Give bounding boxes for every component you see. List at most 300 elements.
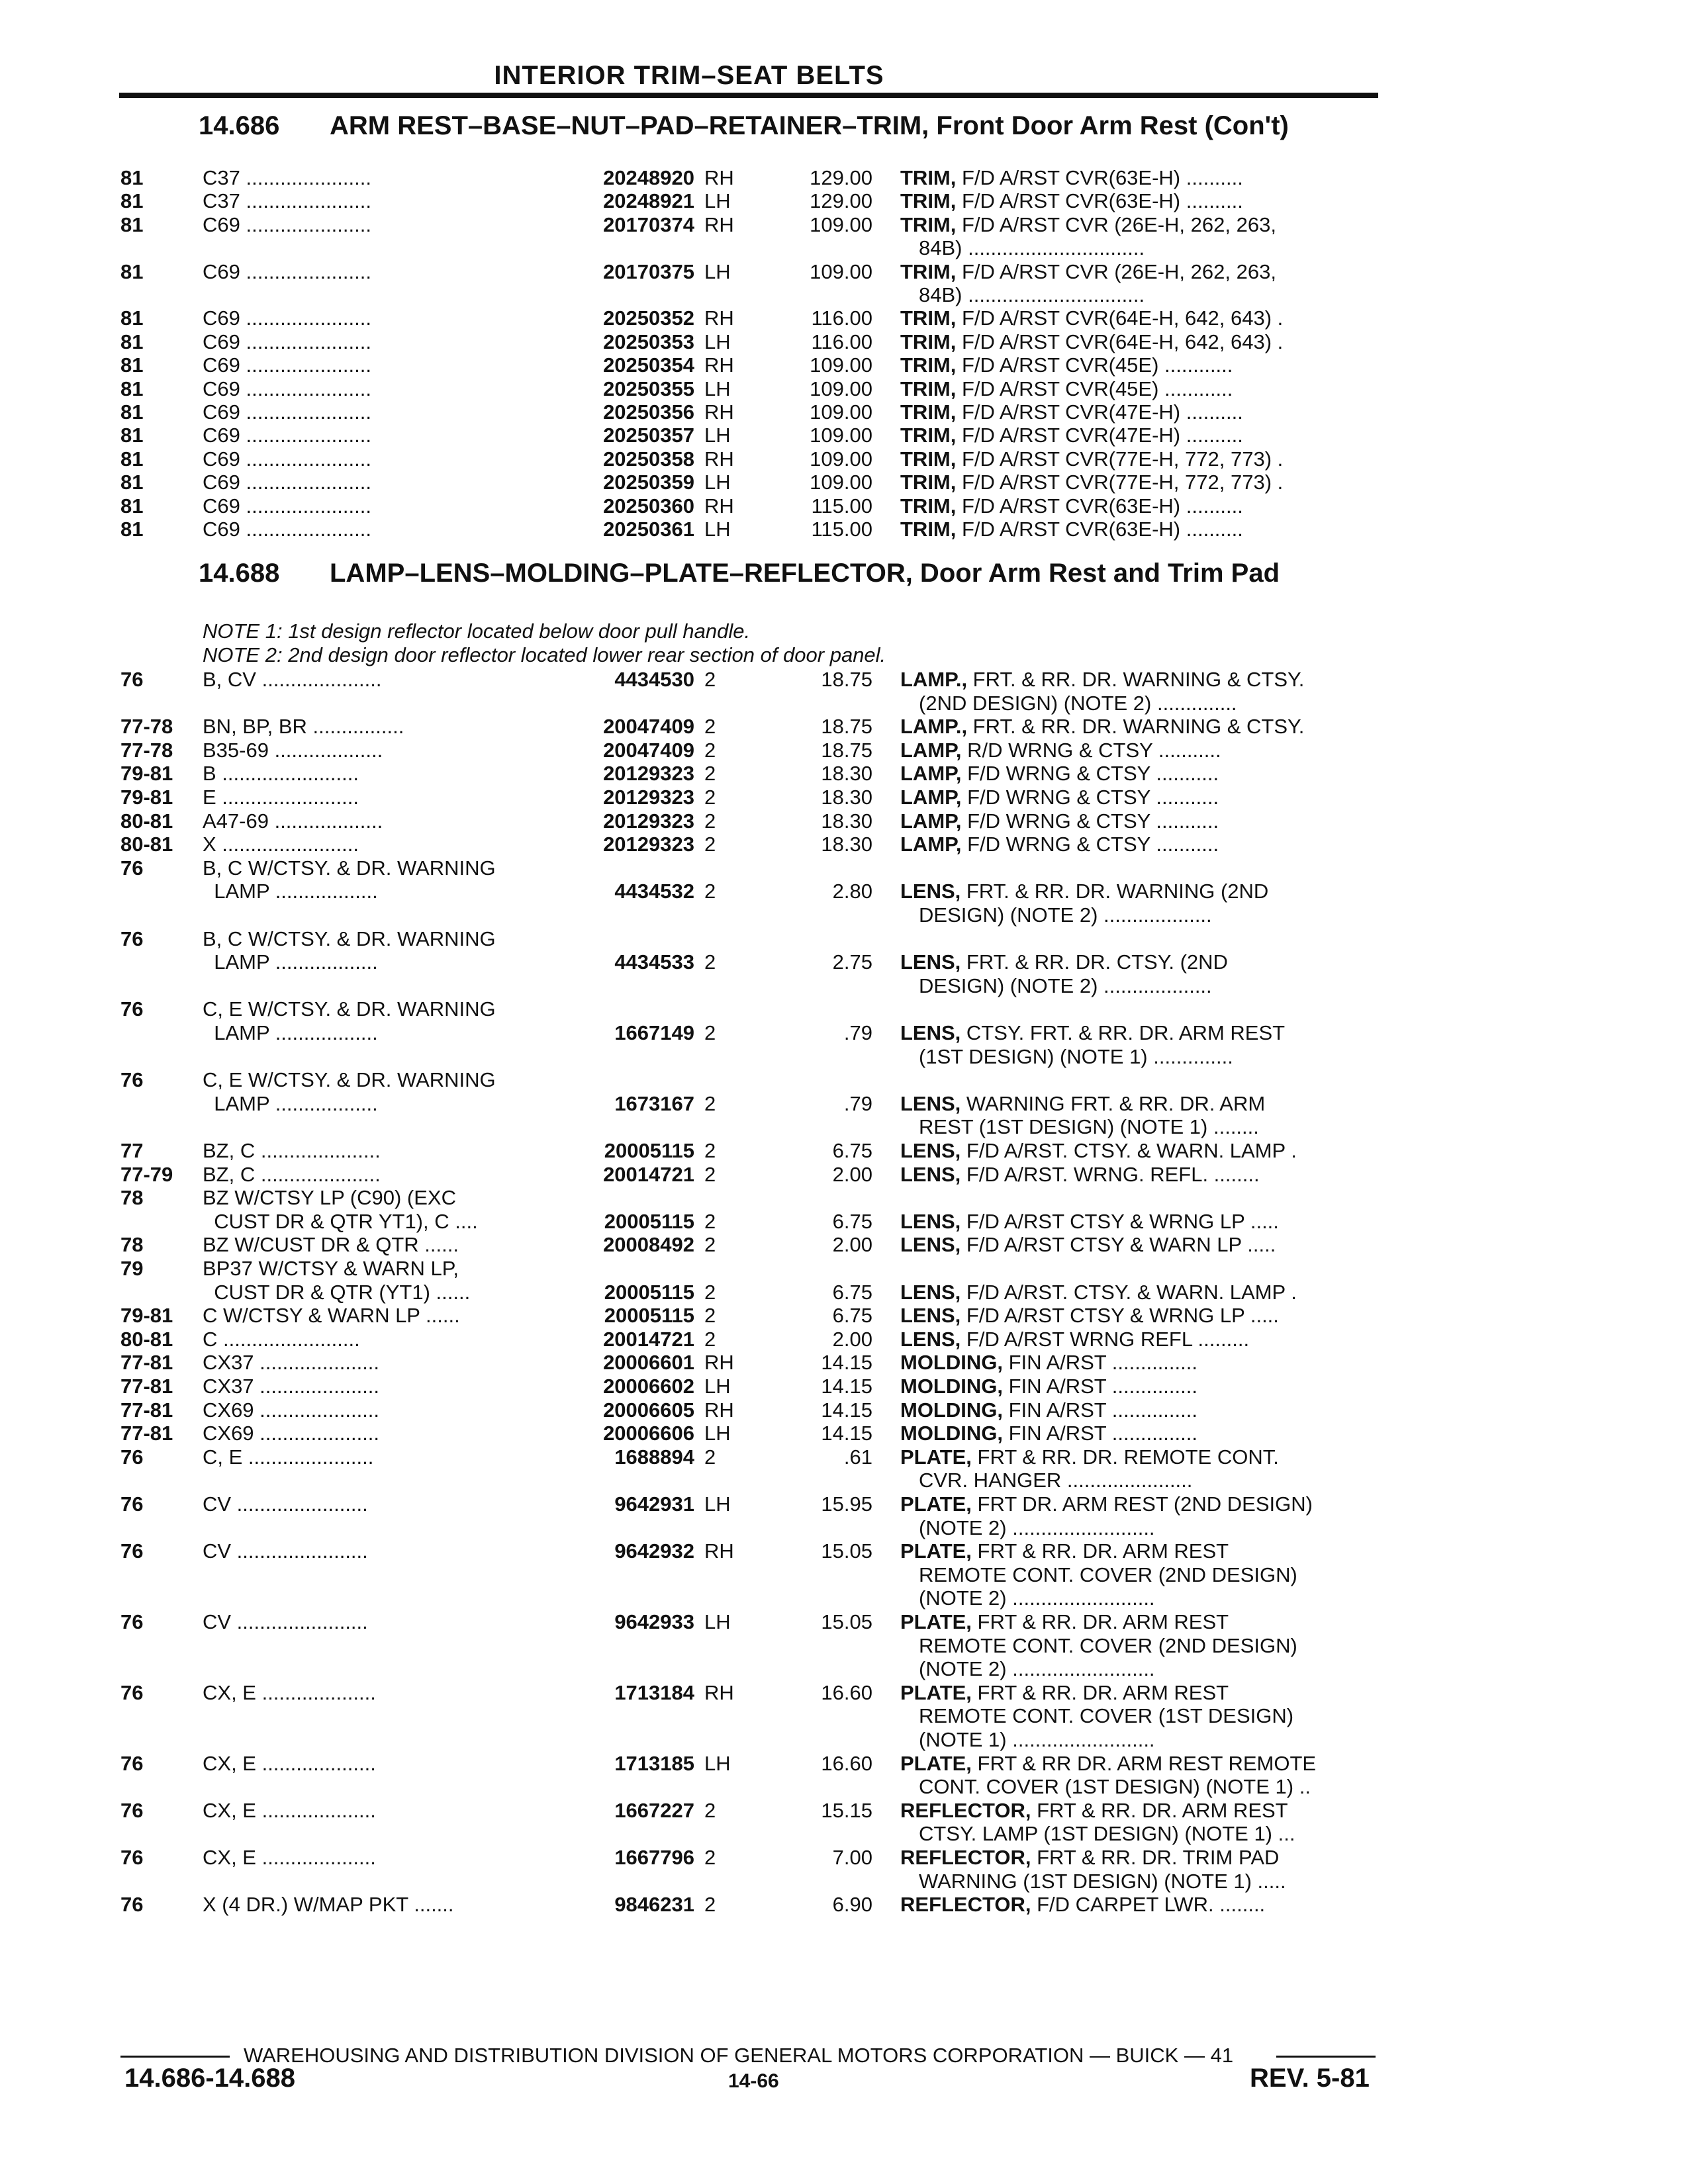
part-name-bold: PLATE,	[900, 1445, 972, 1469]
part-name	[900, 1892, 1383, 1917]
quantity: RH	[704, 1351, 734, 1375]
part-name-bold: MOLDING,	[900, 1398, 1003, 1422]
part-name-bold: REFLECTOR,	[900, 1846, 1031, 1869]
quantity: 2	[704, 1021, 716, 1044]
model-years: 76	[120, 1893, 144, 1917]
application-description: E ........................	[203, 786, 359, 809]
part-number: 20170374	[603, 212, 694, 236]
model-years: 81	[120, 518, 144, 541]
price: 6.75	[832, 1209, 872, 1233]
price: 15.05	[821, 1539, 872, 1563]
part-name-bold: TRIM,	[900, 377, 957, 400]
quantity: LH	[704, 259, 731, 283]
part-name-text: FIN A/RST ...............	[1003, 1375, 1197, 1398]
price: .79	[843, 1021, 872, 1044]
price: 7.00	[832, 1846, 872, 1869]
part-name	[900, 1445, 1383, 1469]
price: 15.95	[821, 1492, 872, 1516]
section-title: ARM REST–BASE–NUT–PAD–RETAINER–TRIM, Front Door Arm Rest (Con't)	[330, 111, 1289, 140]
application-description: CX, E ....................	[203, 1798, 376, 1822]
part-name-text: FRT & RR. DR. ARM REST	[971, 1539, 1229, 1563]
part-name-text: F/D WRNG & CTSY ...........	[961, 809, 1219, 833]
model-years: 81	[120, 259, 144, 283]
price: 18.75	[821, 738, 872, 762]
model-years: 80-81	[120, 809, 173, 833]
part-name-text: F/D WRNG & CTSY ...........	[961, 762, 1219, 786]
part-name-text: FRT. & RR. DR. WARNING (2ND	[961, 880, 1269, 903]
quantity: 2	[704, 1280, 716, 1304]
model-years: 77-81	[120, 1351, 173, 1375]
part-name-cont: (2ND DESIGN) (NOTE 2) ..............	[919, 691, 1237, 715]
part-name	[900, 517, 1383, 541]
part-name-bold: PLATE,	[900, 1492, 972, 1516]
part-name-text: FRT & RR. DR. ARM REST	[1031, 1798, 1288, 1822]
part-name-cont: REMOTE CONT. COVER (2ND DESIGN)	[919, 1633, 1297, 1657]
part-name-text: F/D A/RST CVR(63E-H) ..........	[956, 189, 1243, 213]
part-name	[900, 1845, 1383, 1870]
part-name	[900, 1232, 1383, 1257]
model-years: 77-81	[120, 1422, 173, 1445]
price: 6.75	[832, 1280, 872, 1304]
part-name	[900, 714, 1383, 739]
price: 115.00	[811, 494, 872, 518]
application-description: X ........................	[203, 833, 359, 856]
part-name	[900, 330, 1383, 354]
model-years: 77	[120, 1139, 144, 1162]
part-number: 20129323	[603, 809, 694, 833]
part-name-text: FRT & RR DR. ARM REST REMOTE	[971, 1751, 1317, 1775]
price: .61	[843, 1445, 872, 1469]
part-name	[900, 1398, 1383, 1422]
quantity: 2	[704, 880, 716, 903]
part-name-text: F/D A/RST CVR(77E-H, 772, 773) .	[956, 447, 1284, 471]
price: 115.00	[811, 518, 872, 541]
model-years: 77-78	[120, 738, 173, 762]
section-number: 14.686	[199, 111, 280, 140]
price: 18.75	[821, 668, 872, 691]
quantity: 2	[704, 809, 716, 833]
part-name	[900, 1610, 1383, 1634]
part-name-bold: TRIM,	[900, 212, 957, 236]
quantity: LH	[704, 518, 731, 541]
part-number: 1673167	[614, 1091, 694, 1115]
price: 18.30	[821, 786, 872, 809]
part-name-bold: TRIM,	[900, 166, 957, 189]
quantity: LH	[704, 189, 731, 213]
part-name-cont: 84B) ...............................	[919, 283, 1145, 306]
part-name	[900, 259, 1383, 284]
part-name	[900, 832, 1383, 856]
price: 2.80	[832, 880, 872, 903]
application-description: CX37 .....................	[203, 1351, 380, 1375]
model-years: 81	[120, 189, 144, 213]
application-description: C69 ......................	[203, 377, 371, 400]
part-name-bold: LENS,	[900, 1327, 961, 1351]
quantity: 2	[704, 1445, 716, 1469]
part-name-text: FRT & RR. DR. REMOTE CONT.	[971, 1445, 1279, 1469]
application-description: C W/CTSY & WARN LP ......	[203, 1304, 460, 1328]
part-name-text: F/D A/RST CTSY & WRNG LP .....	[961, 1209, 1279, 1233]
price: 18.75	[821, 715, 872, 739]
part-name-text: R/D WRNG & CTSY ...........	[961, 738, 1221, 762]
model-years: 76	[120, 668, 144, 691]
model-years: 76	[120, 1751, 144, 1775]
part-name	[900, 1539, 1383, 1563]
part-number: 20005115	[604, 1139, 694, 1162]
quantity: 2	[704, 762, 716, 786]
application-description: CX69 .....................	[203, 1398, 380, 1422]
part-name-text: F/D WRNG & CTSY ...........	[961, 833, 1219, 856]
part-name-bold: LENS,	[900, 950, 961, 974]
part-name	[900, 1680, 1383, 1705]
model-years: 76	[120, 1680, 144, 1704]
part-number: 20129323	[603, 833, 694, 856]
part-name-bold: LENS,	[900, 1021, 961, 1044]
note-1: NOTE 1: 1st design reflector located below door pull handle.	[203, 619, 751, 643]
part-name	[900, 950, 1383, 974]
footer-section-range: 14.686-14.688	[124, 2064, 296, 2093]
part-name-bold: LENS,	[900, 880, 961, 903]
part-number: 20248920	[603, 166, 694, 189]
application-description: BN, BP, BR ................	[203, 715, 404, 739]
application-description-cont: LAMP ..................	[203, 880, 378, 903]
application-description: C, E ......................	[203, 1445, 374, 1469]
part-name	[900, 667, 1383, 692]
model-years: 76	[120, 1539, 144, 1563]
application-description-cont: LAMP ..................	[203, 950, 378, 974]
application-description-cont: LAMP ..................	[203, 1021, 378, 1044]
price: 18.30	[821, 809, 872, 833]
model-years: 81	[120, 212, 144, 236]
part-number: 20250356	[603, 400, 694, 424]
part-name-text: F/D A/RST CVR (26E-H, 262, 263,	[956, 212, 1276, 236]
part-name-text: CTSY. FRT. & RR. DR. ARM REST	[961, 1021, 1286, 1044]
quantity: RH	[704, 400, 734, 424]
part-name-text: F/D A/RST CVR(77E-H, 772, 773) .	[956, 471, 1284, 494]
footer-revision: REV. 5-81	[1250, 2064, 1370, 2093]
price: 2.00	[832, 1162, 872, 1186]
model-years: 77-79	[120, 1162, 173, 1186]
part-name-bold: TRIM,	[900, 259, 957, 283]
quantity: RH	[704, 166, 734, 189]
part-name	[900, 1303, 1383, 1328]
part-name-text: F/D A/RST CTSY & WARN LP .....	[961, 1233, 1276, 1257]
part-name-text: FIN A/RST ...............	[1003, 1351, 1197, 1375]
model-years: 76	[120, 1492, 144, 1516]
part-number: 20047409	[603, 715, 694, 739]
application-description: CV .......................	[203, 1492, 368, 1516]
price: 16.60	[821, 1751, 872, 1775]
part-number: 20129323	[603, 786, 694, 809]
part-number: 20250357	[603, 424, 694, 447]
part-name-bold: REFLECTOR,	[900, 1798, 1031, 1822]
part-number: 20047409	[603, 738, 694, 762]
part-name-cont: CONT. COVER (1ST DESIGN) (NOTE 1) ..	[919, 1775, 1311, 1799]
model-years: 76	[120, 1068, 144, 1092]
model-years: 78	[120, 1233, 144, 1257]
quantity: RH	[704, 1539, 734, 1563]
part-name-bold: TRIM,	[900, 353, 957, 377]
application-description: B, C W/CTSY. & DR. WARNING	[203, 927, 496, 950]
part-number: 20250358	[603, 447, 694, 471]
part-name-bold: LENS,	[900, 1091, 961, 1115]
quantity: 2	[704, 738, 716, 762]
part-name-cont: (NOTE 1) .........................	[919, 1728, 1155, 1751]
part-name	[900, 1327, 1383, 1351]
quantity: 2	[704, 1893, 716, 1917]
section-number: 14.688	[199, 559, 280, 588]
model-years: 79-81	[120, 762, 173, 786]
price: 129.00	[810, 166, 872, 189]
application-description: C69 ......................	[203, 424, 371, 447]
part-name-text: F/D A/RST CTSY & WRNG LP .....	[961, 1304, 1279, 1328]
quantity: LH	[704, 1492, 731, 1516]
note-2: NOTE 2: 2nd design door reflector located lower rear section of door panel.	[203, 643, 886, 666]
price: .79	[843, 1091, 872, 1115]
part-name-bold: REFLECTOR,	[900, 1893, 1031, 1917]
part-name-text: FIN A/RST ...............	[1003, 1422, 1197, 1445]
part-name-text: F/D A/RST CVR(45E) ............	[956, 353, 1233, 377]
quantity: 2	[704, 950, 716, 974]
part-name-bold: PLATE,	[900, 1751, 972, 1775]
quantity: LH	[704, 1610, 731, 1633]
application-description: C69 ......................	[203, 212, 371, 236]
part-name	[900, 1492, 1383, 1516]
quantity: 2	[704, 1327, 716, 1351]
quantity: 2	[704, 1846, 716, 1869]
part-name-text: F/D A/RST CVR(47E-H) ..........	[956, 424, 1243, 447]
part-name-bold: TRIM,	[900, 400, 957, 424]
part-name-cont: 84B) ...............................	[919, 236, 1145, 260]
part-name-bold: LENS,	[900, 1280, 961, 1304]
part-number: 20006606	[603, 1422, 694, 1445]
part-number: 20008492	[603, 1233, 694, 1257]
part-number: 20014721	[603, 1327, 694, 1351]
part-name	[900, 809, 1383, 833]
quantity: 2	[704, 1162, 716, 1186]
part-name-text: F/D CARPET LWR. ........	[1031, 1893, 1266, 1917]
part-name-bold: PLATE,	[900, 1539, 972, 1563]
footer-rule-left	[120, 2056, 230, 2058]
part-name	[900, 377, 1383, 401]
part-name	[900, 353, 1383, 377]
price: 109.00	[810, 400, 872, 424]
part-name-cont: CTSY. LAMP (1ST DESIGN) (NOTE 1) ...	[919, 1822, 1295, 1846]
quantity: LH	[704, 1375, 731, 1398]
part-name-cont: WARNING (1ST DESIGN) (NOTE 1) .....	[919, 1869, 1286, 1893]
part-name	[900, 1162, 1383, 1187]
part-number: 20006605	[603, 1398, 694, 1422]
part-name-bold: LENS,	[900, 1139, 961, 1162]
price: 2.00	[832, 1233, 872, 1257]
application-description: CX, E ....................	[203, 1680, 376, 1704]
part-number: 4434533	[614, 950, 694, 974]
footer-rule-right	[1276, 2056, 1376, 2058]
part-name-bold: LENS,	[900, 1209, 961, 1233]
part-name-text: FRT. & RR. DR. WARNING & CTSY.	[967, 668, 1305, 691]
part-name-bold: PLATE,	[900, 1610, 972, 1633]
price: 109.00	[810, 212, 872, 236]
part-name-bold: MOLDING,	[900, 1351, 1003, 1375]
application-description: CX37 .....................	[203, 1375, 380, 1398]
part-name-text: F/D A/RST. WRNG. REFL. ........	[961, 1162, 1260, 1186]
part-number: 20170375	[603, 259, 694, 283]
part-name	[900, 1091, 1383, 1116]
application-description: B ........................	[203, 762, 359, 786]
application-description: C69 ......................	[203, 353, 371, 377]
part-name-cont: CVR. HANGER ......................	[919, 1469, 1193, 1492]
footer-line: WAREHOUSING AND DISTRIBUTION DIVISION OF GENERAL MOTORS CORPORATION — BUICK — 41	[244, 2044, 1234, 2067]
model-years: 78	[120, 1186, 144, 1210]
part-name	[900, 785, 1383, 809]
application-description: BZ W/CUST DR & QTR ......	[203, 1233, 459, 1257]
part-name-bold: TRIM,	[900, 447, 957, 471]
part-name	[900, 761, 1383, 786]
model-years: 76	[120, 1846, 144, 1869]
part-number: 20250359	[603, 471, 694, 494]
price: 2.00	[832, 1327, 872, 1351]
part-name-text: F/D A/RST. CTSY. & WARN. LAMP .	[961, 1280, 1297, 1304]
quantity: 2	[704, 1139, 716, 1162]
part-name-text: F/D A/RST WRNG REFL .........	[961, 1327, 1250, 1351]
application-description-cont: CUST DR & QTR (YT1) ......	[203, 1280, 471, 1304]
quantity: 2	[704, 833, 716, 856]
application-description: CX69 .....................	[203, 1422, 380, 1445]
application-description: CV .......................	[203, 1610, 368, 1633]
part-name-cont: (1ST DESIGN) (NOTE 1) ..............	[919, 1044, 1233, 1068]
quantity: 2	[704, 1233, 716, 1257]
part-number: 20248921	[603, 189, 694, 213]
part-name	[900, 1138, 1383, 1163]
part-name-text: FRT & RR. DR. TRIM PAD	[1031, 1846, 1280, 1869]
part-name-bold: LENS,	[900, 1304, 961, 1328]
part-name-bold: PLATE,	[900, 1680, 972, 1704]
application-description: BZ W/CTSY LP (C90) (EXC	[203, 1186, 456, 1210]
part-number: 1713184	[614, 1680, 694, 1704]
page-title: INTERIOR TRIM–SEAT BELTS	[494, 61, 884, 90]
part-name-text: FRT. & RR. DR. WARNING & CTSY.	[967, 715, 1305, 739]
application-description: C69 ......................	[203, 471, 371, 494]
part-name-text: F/D A/RST CVR (26E-H, 262, 263,	[956, 259, 1276, 283]
part-name-text: F/D A/RST. CTSY. & WARN. LAMP .	[961, 1139, 1297, 1162]
application-description: A47-69 ...................	[203, 809, 383, 833]
part-number: 20250354	[603, 353, 694, 377]
part-name-bold: LAMP.,	[900, 715, 968, 739]
model-years: 76	[120, 1798, 144, 1822]
price: 15.05	[821, 1610, 872, 1633]
application-description: BZ, C .....................	[203, 1162, 381, 1186]
part-name	[900, 423, 1383, 447]
part-name	[900, 1350, 1383, 1375]
part-name	[900, 165, 1383, 190]
model-years: 80-81	[120, 1327, 173, 1351]
price: 6.75	[832, 1139, 872, 1162]
part-name	[900, 738, 1383, 762]
quantity: 2	[704, 1304, 716, 1328]
price: 109.00	[810, 447, 872, 471]
part-number: 1713185	[614, 1751, 694, 1775]
application-description: B35-69 ...................	[203, 738, 383, 762]
part-name-text: FRT. & RR. DR. CTSY. (2ND	[961, 950, 1228, 974]
part-number: 20005115	[604, 1280, 694, 1304]
part-name-bold: TRIM,	[900, 306, 957, 330]
application-description: CX, E ....................	[203, 1751, 376, 1775]
model-years: 81	[120, 330, 144, 353]
quantity: 2	[704, 668, 716, 691]
part-number: 20250360	[603, 494, 694, 518]
price: 14.15	[821, 1422, 872, 1445]
price: 14.15	[821, 1375, 872, 1398]
part-number: 9642932	[614, 1539, 694, 1563]
price: 6.75	[832, 1304, 872, 1328]
part-name-bold: TRIM,	[900, 494, 957, 518]
part-name-cont: (NOTE 2) .........................	[919, 1516, 1155, 1539]
part-number: 20129323	[603, 762, 694, 786]
application-description: C ........................	[203, 1327, 360, 1351]
quantity: RH	[704, 1680, 734, 1704]
model-years: 80-81	[120, 833, 173, 856]
part-name-text: WARNING FRT. & RR. DR. ARM	[961, 1091, 1266, 1115]
part-number: 1667149	[614, 1021, 694, 1044]
part-number: 20006602	[603, 1375, 694, 1398]
price: 109.00	[810, 259, 872, 283]
part-number: 1688894	[614, 1445, 694, 1469]
quantity: 2	[704, 715, 716, 739]
model-years: 76	[120, 927, 144, 950]
price: 116.00	[811, 330, 872, 353]
model-years: 76	[120, 1610, 144, 1633]
part-name-bold: MOLDING,	[900, 1375, 1003, 1398]
price: 15.15	[821, 1798, 872, 1822]
application-description: CV .......................	[203, 1539, 368, 1563]
part-name	[900, 1280, 1383, 1304]
quantity: RH	[704, 353, 734, 377]
part-number: 1667227	[614, 1798, 694, 1822]
application-description: X (4 DR.) W/MAP PKT .......	[203, 1893, 454, 1917]
application-description: CX, E ....................	[203, 1846, 376, 1869]
part-name	[900, 447, 1383, 471]
part-number: 20250355	[603, 377, 694, 400]
model-years: 77-81	[120, 1375, 173, 1398]
part-name-bold: TRIM,	[900, 330, 957, 353]
part-name-text: F/D A/RST CVR(64E-H, 642, 643) .	[956, 330, 1284, 353]
part-name	[900, 1374, 1383, 1398]
part-name-cont: REMOTE CONT. COVER (1ST DESIGN)	[919, 1704, 1294, 1728]
part-name	[900, 212, 1383, 237]
price: 18.30	[821, 762, 872, 786]
application-description: B, CV .....................	[203, 668, 382, 691]
price: 109.00	[810, 353, 872, 377]
part-name	[900, 470, 1383, 494]
part-number: 9846231	[614, 1893, 694, 1917]
price: 14.15	[821, 1351, 872, 1375]
part-name-bold: LAMP,	[900, 786, 962, 809]
quantity: 2	[704, 1091, 716, 1115]
model-years: 81	[120, 353, 144, 377]
application-description: C69 ......................	[203, 494, 371, 518]
part-name-text: FRT & RR. DR. ARM REST	[971, 1610, 1229, 1633]
quantity: 2	[704, 1798, 716, 1822]
quantity: RH	[704, 306, 734, 330]
part-name	[900, 879, 1383, 903]
model-years: 81	[120, 400, 144, 424]
quantity: RH	[704, 1398, 734, 1422]
quantity: LH	[704, 424, 731, 447]
model-years: 79-81	[120, 1304, 173, 1328]
price: 116.00	[811, 306, 872, 330]
application-description: C69 ......................	[203, 447, 371, 471]
part-name-bold: LENS,	[900, 1162, 961, 1186]
